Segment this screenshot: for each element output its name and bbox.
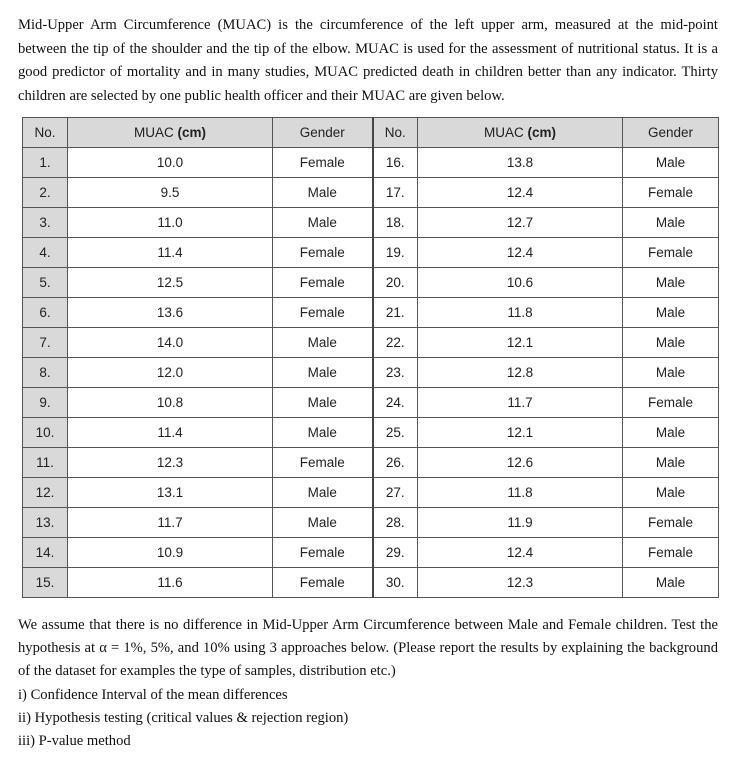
row-number-cell: 16. [373,148,418,178]
muac-value-cell: 13.6 [68,298,273,328]
table-row [23,478,719,508]
table-row [23,448,719,478]
row-number-cell: 30. [373,568,418,598]
gender-cell: Female [623,178,719,208]
muac-value-cell: 12.0 [68,358,273,388]
muac-value-cell: 12.3 [68,448,273,478]
muac-value-cell: 12.4 [418,538,623,568]
row-number-cell: 3. [23,208,68,238]
muac-value-cell: 9.5 [68,178,273,208]
muac-value-cell: 11.8 [418,298,623,328]
gender-cell: Male [623,568,719,598]
muac-value-cell: 12.6 [418,448,623,478]
header-muac-label-2: MUAC [483,125,524,140]
question-item-3: iii) P-value method [18,733,131,750]
table-row [23,208,719,238]
table-row [23,328,719,358]
muac-value-cell: 12.4 [418,178,623,208]
row-number-cell: 13. [23,508,68,538]
row-number-cell: 12. [23,478,68,508]
gender-cell: Female [273,268,373,298]
table-row [23,178,719,208]
row-number-cell: 22. [373,328,418,358]
gender-cell: Male [623,358,719,388]
gender-cell: Male [273,418,373,448]
muac-data-table [22,117,719,598]
header-gender-2: Gender [623,118,719,148]
row-number-cell: 27. [373,478,418,508]
gender-cell: Male [623,478,719,508]
muac-value-cell: 10.6 [418,268,623,298]
row-number-cell: 2. [23,178,68,208]
row-number-cell: 24. [373,388,418,418]
row-number-cell: 9. [23,388,68,418]
muac-value-cell: 12.1 [418,328,623,358]
gender-cell: Female [623,538,719,568]
table-row [23,388,719,418]
muac-value-cell: 10.9 [68,538,273,568]
table-row [23,268,719,298]
gender-cell: Female [273,538,373,568]
muac-value-cell: 13.1 [68,478,273,508]
table-row [23,568,719,598]
muac-value-cell: 11.4 [68,238,273,268]
header-muac-label: MUAC [133,125,174,140]
row-number-cell: 17. [373,178,418,208]
gender-cell: Female [623,238,719,268]
question-paragraph: We assume that there is no difference in Mid-Upper Arm Circumference between Male and Female children. Test the hypothesis at α = 1%, 5%, and 10% using 3 approaches below. (Please report the results by explaining the background of the dataset for examples the type of samples, distribution etc.) [18,617,718,680]
gender-cell: Female [273,568,373,598]
muac-value-cell: 12.4 [418,238,623,268]
gender-cell: Male [273,508,373,538]
muac-value-cell: 11.9 [418,508,623,538]
header-muac-2 [418,118,623,148]
muac-value-cell: 12.8 [418,358,623,388]
gender-cell: Female [623,388,719,418]
table-row [23,538,719,568]
row-number-cell: 6. [23,298,68,328]
muac-value-cell: 12.7 [418,208,623,238]
muac-value-cell: 12.3 [418,568,623,598]
muac-value-cell: 11.4 [68,418,273,448]
question-block [18,614,718,753]
table-row [23,418,719,448]
muac-value-cell: 11.6 [68,568,273,598]
header-muac-unit-2: (cm) [527,125,557,140]
gender-cell: Female [273,448,373,478]
muac-value-cell: 12.5 [68,268,273,298]
row-number-cell: 10. [23,418,68,448]
gender-cell: Male [623,328,719,358]
row-number-cell: 11. [23,448,68,478]
table-row [23,298,719,328]
gender-cell: Male [273,478,373,508]
header-muac-unit: (cm) [177,125,207,140]
gender-cell: Male [623,268,719,298]
gender-cell: Male [273,208,373,238]
row-number-cell: 5. [23,268,68,298]
row-number-cell: 25. [373,418,418,448]
gender-cell: Male [623,148,719,178]
muac-value-cell: 11.8 [418,478,623,508]
gender-cell: Female [273,298,373,328]
table-row [23,238,719,268]
muac-value-cell: 11.7 [68,508,273,538]
table-row [23,148,719,178]
muac-value-cell: 10.8 [68,388,273,418]
row-number-cell: 19. [373,238,418,268]
gender-cell: Male [623,298,719,328]
header-gender: Gender [273,118,373,148]
muac-value-cell: 14.0 [68,328,273,358]
muac-value-cell: 13.8 [418,148,623,178]
row-number-cell: 29. [373,538,418,568]
gender-cell: Male [273,388,373,418]
muac-value-cell: 11.7 [418,388,623,418]
row-number-cell: 7. [23,328,68,358]
row-number-cell: 18. [373,208,418,238]
gender-cell: Male [623,208,719,238]
gender-cell: Female [273,148,373,178]
row-number-cell: 14. [23,538,68,568]
row-number-cell: 15. [23,568,68,598]
question-item-2: ii) Hypothesis testing (critical values & rejection region) [18,709,349,726]
muac-value-cell: 12.1 [418,418,623,448]
table-header-row [23,118,719,148]
row-number-cell: 1. [23,148,68,178]
gender-cell: Male [273,328,373,358]
gender-cell: Female [273,238,373,268]
table-row [23,508,719,538]
row-number-cell: 8. [23,358,68,388]
row-number-cell: 21. [373,298,418,328]
row-number-cell: 23. [373,358,418,388]
header-no-2: No. [373,118,418,148]
row-number-cell: 28. [373,508,418,538]
header-no: No. [23,118,68,148]
gender-cell: Male [623,418,719,448]
question-item-1: i) Confidence Interval of the mean differences [18,686,288,703]
table-row [23,358,719,388]
gender-cell: Male [623,448,719,478]
muac-value-cell: 10.0 [68,148,273,178]
row-number-cell: 20. [373,268,418,298]
row-number-cell: 26. [373,448,418,478]
row-number-cell: 4. [23,238,68,268]
muac-value-cell: 11.0 [68,208,273,238]
gender-cell: Female [623,508,719,538]
gender-cell: Male [273,358,373,388]
header-muac [68,118,273,148]
gender-cell: Male [273,178,373,208]
intro-paragraph: Mid-Upper Arm Circumference (MUAC) is the circumference of the left upper arm, measured at the mid-point between the tip of the shoulder and the tip of the elbow. MUAC is used for the assessment of nutritional status. It is a good predictor of mortality and in many studies, MUAC predicted death in children better than any indicator. Thirty children are selected by one public health officer and their MUAC are given below. [18,17,718,104]
